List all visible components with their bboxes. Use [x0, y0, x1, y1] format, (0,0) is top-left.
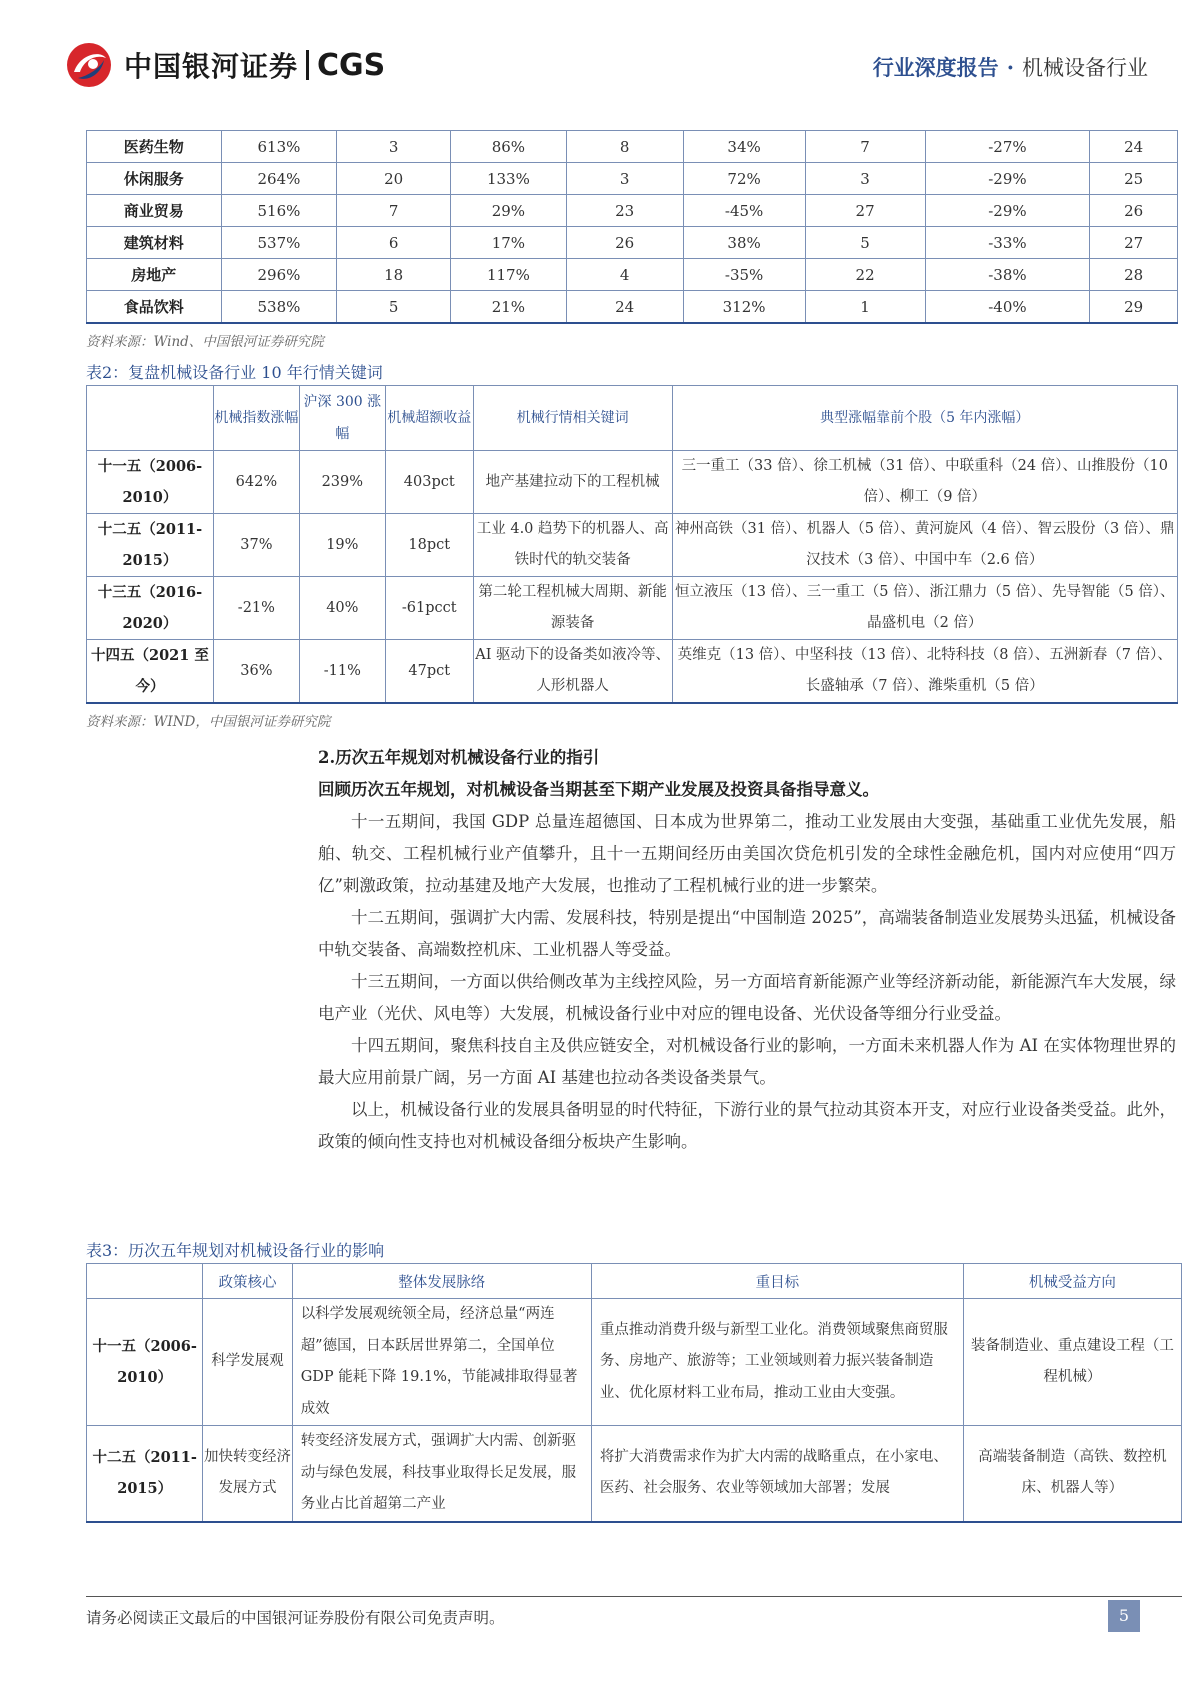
table3-caption: 表3：历次五年规划对机械设备行业的影响: [86, 1241, 385, 1260]
table-cell: 29%: [451, 195, 567, 227]
table-header-cell: [87, 386, 214, 451]
table-cell: 26: [566, 227, 683, 259]
table-cell: 40%: [299, 577, 385, 640]
table-cell: 三一重工（33 倍）、徐工机械（31 倍）、中联重科（24 倍）、山推股份（10 倍）、柳工（9 倍）: [672, 451, 1177, 514]
row-label-cell: 十三五（2016-2020）: [87, 577, 214, 640]
table-row: [87, 195, 1178, 227]
table-cell: 133%: [451, 163, 567, 195]
five-year-plan-table: [86, 1263, 1182, 1523]
footer-divider: [86, 1596, 1182, 1597]
table-cell: 642%: [213, 451, 299, 514]
table-cell: 36%: [213, 640, 299, 704]
table-row: [87, 451, 1178, 514]
table-cell: 3: [337, 131, 451, 163]
section-lead: 回顾历次五年规划，对机械设备当期甚至下期产业发展及投资具备指导意义。: [318, 780, 879, 799]
industry-label: 机械设备行业: [1022, 56, 1148, 80]
table-cell: 17%: [451, 227, 567, 259]
table-cell: 3: [566, 163, 683, 195]
industry-performance-table: [86, 130, 1178, 324]
table-cell: 高端装备制造（高铁、数控机床、机器人等）: [963, 1426, 1181, 1522]
table-cell: 516%: [221, 195, 337, 227]
table-cell: 6: [337, 227, 451, 259]
table-cell: 403pct: [385, 451, 473, 514]
table-header-cell: 机械受益方向: [963, 1264, 1181, 1299]
table-cell: 34%: [683, 131, 805, 163]
table-cell: AI 驱动下的设备类如液冷等、人形机器人: [473, 640, 672, 704]
table2-source: 资料来源：WIND，中国银河证券研究院: [86, 714, 331, 730]
table-cell: 5: [805, 227, 925, 259]
table-header-cell: 沪深 300 涨幅: [299, 386, 385, 451]
table-cell: 38%: [683, 227, 805, 259]
table-cell: -35%: [683, 259, 805, 291]
paragraph: 十三五期间，一方面以供给侧改革为主线控风险，另一方面培育新能源产业等经济新动能，新能源汽车大发展，绿电产业（光伏、风电等）大发展，机械设备行业中对应的锂电设备、光伏设备等细分行业受益。: [318, 972, 1176, 1023]
table-cell: 239%: [299, 451, 385, 514]
table-header-cell: 重目标: [591, 1264, 963, 1299]
table-cell: -27%: [925, 131, 1090, 163]
page-number: 5: [1108, 1600, 1140, 1632]
table-cell: 72%: [683, 163, 805, 195]
report-category: [873, 52, 1148, 82]
table-cell: 5: [337, 291, 451, 324]
table-cell: 第二轮工程机械大周期、新能源装备: [473, 577, 672, 640]
table-row: [87, 131, 1178, 163]
paragraph: 十二五期间，强调扩大内需、发展科技，特别是提出“中国制造 2025”，高端装备制造业发展势头迅猛，机械设备中轨交装备、高端数控机床、工业机器人等受益。: [318, 908, 1176, 959]
row-label-cell: 休闲服务: [87, 163, 222, 195]
table-cell: 86%: [451, 131, 567, 163]
table-cell: 18pct: [385, 514, 473, 577]
table-cell: 538%: [221, 291, 337, 324]
table-header-cell: 整体发展脉络: [292, 1264, 591, 1299]
row-label-cell: 十一五（2006-2010）: [87, 451, 214, 514]
table-cell: 25: [1090, 163, 1178, 195]
table-cell: 恒立液压（13 倍）、三一重工（5 倍）、浙江鼎力（5 倍）、先导智能（5 倍）、晶盛机电（2 倍）: [672, 577, 1177, 640]
table-cell: 613%: [221, 131, 337, 163]
table-row: [87, 640, 1178, 704]
table-cell: 工业 4.0 趋势下的机器人、高铁时代的轨交装备: [473, 514, 672, 577]
report-type-separator: ·: [1006, 55, 1014, 80]
section-body: [318, 742, 1176, 1158]
table-header-cell: [87, 1264, 203, 1299]
table-cell: -40%: [925, 291, 1090, 324]
table-row: [87, 259, 1178, 291]
table-header-cell: 典型涨幅靠前个股（5 年内涨幅）: [672, 386, 1177, 451]
table-row: [87, 1299, 1182, 1426]
table-header-cell: 机械超额收益: [385, 386, 473, 451]
table-header-cell: 机械指数涨幅: [213, 386, 299, 451]
table-cell: 7: [337, 195, 451, 227]
decade-keywords-table: [86, 385, 1178, 704]
table-header-cell: 机械行情相关键词: [473, 386, 672, 451]
table-cell: 27: [1090, 227, 1178, 259]
brand-logo: [66, 42, 385, 88]
table-cell: 20: [337, 163, 451, 195]
table-cell: 117%: [451, 259, 567, 291]
paragraph: 十四五期间，聚焦科技自主及供应链安全，对机械设备行业的影响，一方面未来机器人作为 AI 在实体物理世界的最大应用前景广阔，另一方面 AI 基建也拉动各类设备类景气。: [318, 1036, 1176, 1087]
table-cell: 28: [1090, 259, 1178, 291]
table-header-row: [87, 1264, 1182, 1299]
row-label-cell: 十四五（2021 至今）: [87, 640, 214, 704]
table-cell: 1: [805, 291, 925, 324]
row-label-cell: 房地产: [87, 259, 222, 291]
table-cell: 22: [805, 259, 925, 291]
table-cell: 3: [805, 163, 925, 195]
table-cell: -45%: [683, 195, 805, 227]
table-cell: 加快转变经济发展方式: [203, 1426, 292, 1522]
table-cell: -21%: [213, 577, 299, 640]
table-cell: 264%: [221, 163, 337, 195]
table-cell: 19%: [299, 514, 385, 577]
table-cell: 29: [1090, 291, 1178, 324]
row-label-cell: 建筑材料: [87, 227, 222, 259]
table-cell: -29%: [925, 163, 1090, 195]
table-row: [87, 577, 1178, 640]
table-cell: -29%: [925, 195, 1090, 227]
row-label-cell: 十二五（2011-2015）: [87, 1426, 203, 1522]
table-cell: -61pcct: [385, 577, 473, 640]
table-cell: 24: [1090, 131, 1178, 163]
table2-caption: 表2：复盘机械设备行业 10 年行情关键词: [86, 363, 383, 382]
table-cell: 4: [566, 259, 683, 291]
table-cell: 重点推动消费升级与新型工业化。消费领域聚焦商贸服务、房地产、旅游等；工业领域则着力振兴装备制造业、优化原材料工业布局，推动工业由大变强。: [591, 1299, 963, 1426]
brand-divider: [306, 50, 309, 80]
table-cell: 神州高铁（31 倍）、机器人（5 倍）、黄河旋风（4 倍）、智云股份（3 倍）、鼎汉技术（3 倍）、中国中车（2.6 倍）: [672, 514, 1177, 577]
table-row: [87, 227, 1178, 259]
table-cell: 英维克（13 倍）、中坚科技（13 倍）、北特科技（8 倍）、五洲新春（7 倍）、长盛轴承（7 倍）、潍柴重机（5 倍）: [672, 640, 1177, 704]
brand-name: 中国银河证券: [124, 50, 299, 83]
brand-abbrev: CGS: [317, 47, 386, 83]
report-type-label: 行业深度报告: [872, 55, 999, 80]
table-header-cell: 政策核心: [203, 1264, 292, 1299]
table-cell: 37%: [213, 514, 299, 577]
table-cell: 23: [566, 195, 683, 227]
table-cell: 装备制造业、重点建设工程（工程机械）: [963, 1299, 1181, 1426]
section-heading: 2.历次五年规划对机械设备行业的指引: [318, 748, 600, 767]
table-cell: 312%: [683, 291, 805, 324]
table-row: [87, 163, 1178, 195]
table-cell: 537%: [221, 227, 337, 259]
table-header-row: [87, 386, 1178, 451]
row-label-cell: 食品饮料: [87, 291, 222, 324]
paragraph: 以上，机械设备行业的发展具备明显的时代特征，下游行业的景气拉动其资本开支，对应行业设备类受益。此外，政策的倾向性支持也对机械设备细分板块产生影响。: [318, 1100, 1176, 1151]
table-cell: 地产基建拉动下的工程机械: [473, 451, 672, 514]
row-label-cell: 十二五（2011-2015）: [87, 514, 214, 577]
footer-disclaimer: 请务必阅读正文最后的中国银河证券股份有限公司免责声明。: [86, 1609, 505, 1627]
galaxy-logo-icon: [66, 42, 112, 88]
table-cell: 26: [1090, 195, 1178, 227]
table-row: [87, 1426, 1182, 1522]
table-cell: -38%: [925, 259, 1090, 291]
table-cell: 296%: [221, 259, 337, 291]
table1-source: 资料来源：Wind、中国银河证券研究院: [86, 334, 324, 350]
table-cell: -11%: [299, 640, 385, 704]
table-cell: 24: [566, 291, 683, 324]
table-cell: 47pct: [385, 640, 473, 704]
table-cell: 将扩大消费需求作为扩大内需的战略重点，在小家电、医药、社会服务、农业等领域加大部署；发展: [591, 1426, 963, 1522]
table-row: [87, 291, 1178, 324]
table-row: [87, 514, 1178, 577]
table-cell: 以科学发展观统领全局，经济总量“两连超”德国，日本跃居世界第二，全国单位 GDP 能耗下降 19.1%，节能减排取得显著成效: [292, 1299, 591, 1426]
row-label-cell: 医药生物: [87, 131, 222, 163]
table-cell: 7: [805, 131, 925, 163]
table-cell: 科学发展观: [203, 1299, 292, 1426]
table-cell: 27: [805, 195, 925, 227]
table-cell: 转变经济发展方式，强调扩大内需、创新驱动与绿色发展，科技事业取得长足发展，服务业占比首超第二产业: [292, 1426, 591, 1522]
table-cell: 8: [566, 131, 683, 163]
page-header: [0, 0, 1190, 110]
row-label-cell: 十一五（2006-2010）: [87, 1299, 203, 1426]
paragraph: 十一五期间，我国 GDP 总量连超德国、日本成为世界第二，推动工业发展由大变强，基础重工业优先发展，船舶、轨交、工程机械行业产值攀升，且十一五期间经历由美国次贷危机引发的全球性金融危机，国内对应使用“四万亿”刺激政策，拉动基建及地产大发展，也推动了工程机械行业的进一步繁荣。: [318, 812, 1176, 895]
table-cell: -33%: [925, 227, 1090, 259]
table-cell: 18: [337, 259, 451, 291]
table-cell: 21%: [451, 291, 567, 324]
row-label-cell: 商业贸易: [87, 195, 222, 227]
